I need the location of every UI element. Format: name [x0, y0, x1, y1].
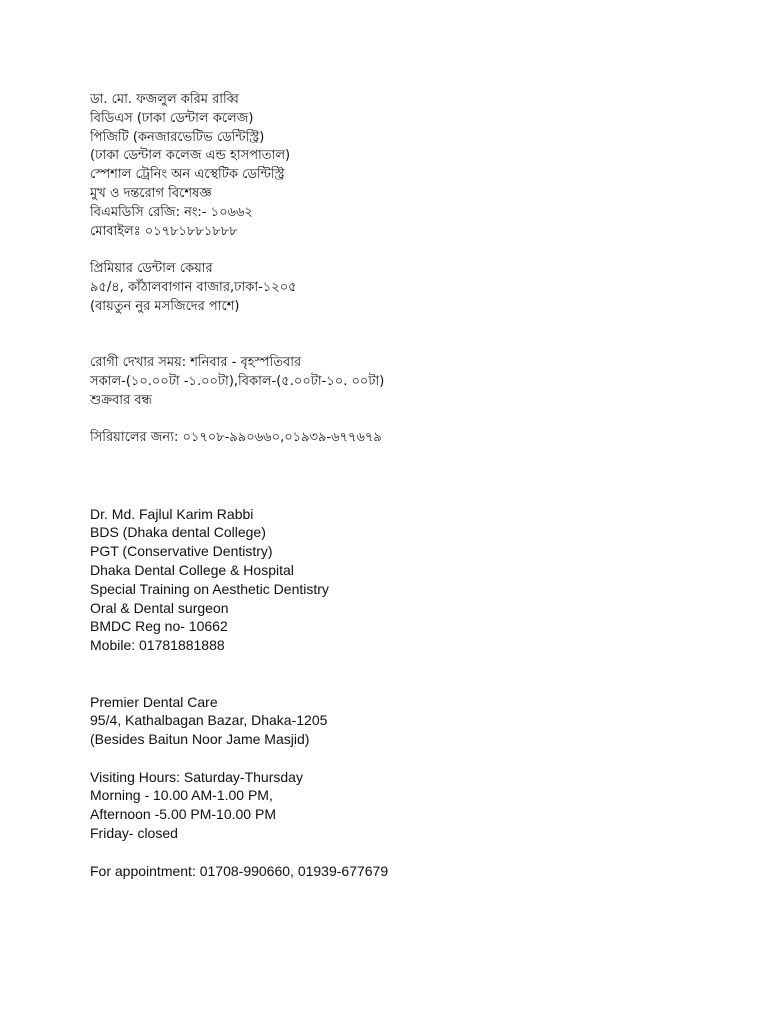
english-doctor-name: Dr. Md. Fajlul Karim Rabbi [90, 505, 254, 522]
english-specialty: Oral & Dental surgeon [90, 599, 229, 616]
english-hours-days: Visiting Hours: Saturday-Thursday [90, 768, 303, 785]
bangla-degree-pgt: পিজিটি (কনজারভেটিভ ডেন্টিস্ট্রি) [90, 129, 265, 145]
english-clinic-info [90, 693, 750, 749]
bangla-visiting-hours [90, 354, 750, 410]
english-doctor-info [90, 505, 750, 655]
bangla-appointment: সিরিয়ালের জন্য: ০১৭০৮-৯৯০৬৬০,০১৯৩৯-৬৭৭৬৭৯ [90, 430, 382, 446]
english-degree-bds: BDS (Dhaka dental College) [90, 524, 266, 541]
english-hours-afternoon: Afternoon -5.00 PM-10.00 PM [90, 806, 276, 823]
bangla-specialty: মুখ ও দন্তরোগ বিশেষজ্ঞ [90, 185, 212, 201]
document-page [90, 91, 750, 880]
bangla-institution: (ঢাকা ডেন্টাল কলেজ এন্ড হাসপাতাল) [90, 148, 291, 164]
english-clinic-address: 95/4, Kathalbagan Bazar, Dhaka-1205 [90, 712, 328, 729]
bangla-section [90, 91, 750, 448]
english-clinic-landmark: (Besides Baitun Noor Jame Masjid) [90, 731, 310, 748]
bangla-clinic-address: ৯৫/৪, কাঁঠালবাগান বাজার,ঢাকা-১২০৫ [90, 279, 297, 295]
english-hours-morning: Morning - 10.00 AM-1.00 PM, [90, 787, 273, 804]
bangla-bmdc-reg: বিএমডিসি রেজি: নং:- ১০৬৬২ [90, 204, 253, 220]
bangla-doctor-name: ডা. মো. ফজলুল করিম রাব্বি [90, 92, 239, 107]
english-visiting-hours [90, 768, 750, 843]
english-section [90, 505, 750, 881]
english-hours-closed: Friday- closed [90, 825, 178, 842]
bangla-special-training: স্পেশাল ট্রেনিং অন এস্থেটিক ডেন্টিস্ট্রি [90, 167, 285, 183]
english-appointment: For appointment: 01708-990660, 01939-677679 [90, 862, 389, 879]
english-special-training: Special Training on Aesthetic Dentistry [90, 580, 329, 597]
bangla-hours-times: সকাল-(১০.০০টা -১.০০টা),বিকাল-(৫.০০টা-১০. ০০টা) [90, 373, 385, 389]
bangla-clinic-landmark: (বায়তুন নুর মসজিদের পাশে) [90, 298, 240, 314]
english-clinic-name: Premier Dental Care [90, 693, 218, 710]
bangla-clinic-name: প্রিমিয়ার ডেন্টাল কেয়ার [90, 261, 213, 277]
bangla-clinic-info [90, 260, 750, 316]
bangla-hours-days: রোগী দেখার সময়: শনিবার - বৃহস্পতিবার [90, 355, 302, 371]
english-mobile: Mobile: 01781881888 [90, 637, 225, 654]
bangla-degree-bds: বিডিএস (ঢাকা ডেন্টাল কলেজ) [90, 110, 254, 126]
bangla-mobile: মোবাইলঃ ০১৭৮১৮৮১৮৮৮ [90, 223, 238, 239]
english-bmdc-reg: BMDC Reg no- 10662 [90, 618, 228, 635]
bangla-hours-closed: শুক্রবার বন্ধ [90, 392, 152, 408]
english-institution: Dhaka Dental College & Hospital [90, 561, 294, 578]
english-degree-pgt: PGT (Conservative Dentistry) [90, 543, 273, 560]
bangla-doctor-info [90, 91, 750, 241]
